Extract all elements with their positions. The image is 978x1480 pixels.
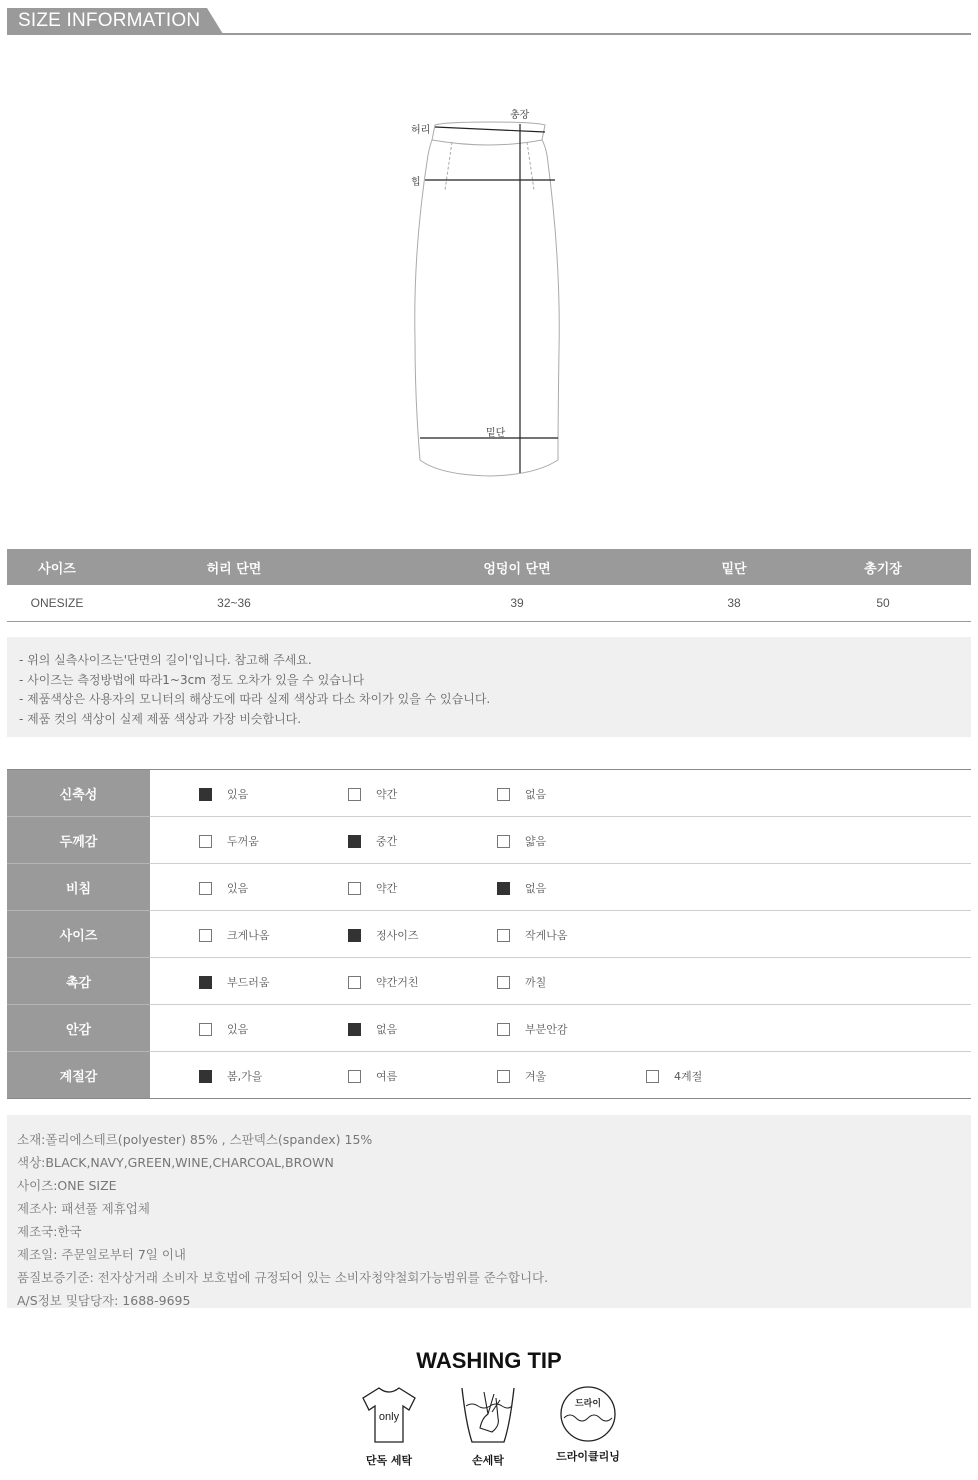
note-line: - 제품색상은 사용자의 모니터의 해상도에 따라 실제 색상과 다소 차이가 있을 수 있습니다. bbox=[19, 692, 491, 706]
option-label: 정사이즈 bbox=[376, 929, 419, 942]
size-table bbox=[7, 549, 971, 622]
option-label: 봄,가을 bbox=[227, 1070, 263, 1083]
info-manufacturer: 제조사: 패션풀 제휴업체 bbox=[17, 1201, 150, 1216]
attribute-row bbox=[7, 864, 971, 911]
attribute-options bbox=[150, 958, 971, 1005]
note-line: - 위의 실측사이즈는'단면의 길이'입니다. 참고해 주세요. bbox=[19, 653, 312, 667]
table-row bbox=[7, 585, 971, 622]
attribute-name: 촉감 bbox=[7, 958, 150, 1005]
option-label: 있음 bbox=[227, 1023, 249, 1036]
wash-item-hand bbox=[443, 1384, 533, 1468]
attribute-option[interactable] bbox=[199, 833, 259, 849]
info-date: 제조일: 주문일로부터 7일 이내 bbox=[17, 1247, 186, 1262]
attribute-name: 안감 bbox=[7, 1005, 150, 1052]
product-info bbox=[7, 1115, 971, 1308]
option-label: 부분안감 bbox=[525, 1023, 568, 1036]
attribute-options bbox=[150, 817, 971, 864]
tshirt-only-icon bbox=[359, 1384, 419, 1446]
attribute-row bbox=[7, 1052, 971, 1099]
unchecked-checkbox[interactable] bbox=[348, 976, 361, 989]
attribute-row bbox=[7, 911, 971, 958]
option-label: 없음 bbox=[376, 1023, 398, 1036]
hand-wash-icon bbox=[458, 1384, 518, 1446]
skirt-diagram bbox=[395, 100, 585, 484]
header-hem: 밑단 bbox=[673, 549, 795, 585]
attribute-option[interactable] bbox=[348, 833, 397, 849]
option-label: 4계절 bbox=[674, 1070, 703, 1083]
unchecked-checkbox[interactable] bbox=[497, 1023, 510, 1036]
info-colors: 색상:BLACK,NAVY,GREEN,WINE,CHARCOAL,BROWN bbox=[17, 1155, 334, 1170]
attribute-option[interactable] bbox=[348, 927, 419, 943]
attribute-option[interactable] bbox=[199, 974, 270, 990]
info-warranty: 품질보증기준: 전자상거래 소비자 보호법에 규정되어 있는 소비자청약철회가능범위를 준수합니다. bbox=[17, 1270, 549, 1285]
checked-checkbox[interactable] bbox=[199, 788, 212, 801]
attribute-options bbox=[150, 770, 971, 817]
unchecked-checkbox[interactable] bbox=[497, 976, 510, 989]
product-attributes-table bbox=[7, 769, 971, 1099]
attribute-row bbox=[7, 817, 971, 864]
unchecked-checkbox[interactable] bbox=[199, 882, 212, 895]
unchecked-checkbox[interactable] bbox=[348, 882, 361, 895]
header-size: 사이즈 bbox=[7, 549, 107, 585]
checked-checkbox[interactable] bbox=[348, 1023, 361, 1036]
attribute-option[interactable] bbox=[497, 1021, 568, 1037]
wash-label-hand: 손세탁 bbox=[472, 1454, 504, 1467]
wash-label-dryclean: 드라이클리닝 bbox=[556, 1450, 620, 1463]
attribute-option[interactable] bbox=[199, 1021, 248, 1037]
attribute-row bbox=[7, 770, 971, 817]
icon-text-dry: 드라이 bbox=[574, 1399, 602, 1409]
washing-tip-title: WASHING TIP bbox=[416, 1348, 562, 1373]
cell-waist: 32~36 bbox=[107, 585, 361, 622]
attribute-row bbox=[7, 958, 971, 1005]
header-underline bbox=[7, 33, 971, 35]
header-waist: 허리 단면 bbox=[107, 549, 361, 585]
info-material: 소재:폴리에스테르(polyester) 85% , 스판덱스(spandex) 15% bbox=[17, 1132, 373, 1147]
label-total-length: 총장 bbox=[510, 110, 530, 121]
info-country: 제조국:한국 bbox=[17, 1224, 82, 1239]
checked-checkbox[interactable] bbox=[348, 835, 361, 848]
option-label: 작게나옴 bbox=[525, 929, 568, 942]
checked-checkbox[interactable] bbox=[348, 929, 361, 942]
attribute-option[interactable] bbox=[199, 927, 270, 943]
header-hip: 엉덩이 단면 bbox=[361, 549, 673, 585]
option-label: 얇음 bbox=[525, 835, 547, 848]
label-hip: 힙 bbox=[411, 177, 421, 188]
info-size: 사이즈:ONE SIZE bbox=[17, 1178, 117, 1193]
option-label: 겨울 bbox=[525, 1070, 547, 1083]
note-line: - 제품 컷의 색상이 실제 제품 색상과 가장 비슷합니다. bbox=[19, 711, 302, 726]
dry-clean-icon bbox=[558, 1384, 618, 1442]
attribute-name: 비침 bbox=[7, 864, 150, 911]
option-label: 크게나옴 bbox=[227, 929, 270, 942]
skirt-illustration bbox=[395, 100, 585, 480]
section-title: SIZE INFORMATION bbox=[18, 10, 201, 31]
unchecked-checkbox[interactable] bbox=[497, 835, 510, 848]
option-label: 부드러움 bbox=[227, 976, 270, 989]
size-notes bbox=[7, 637, 971, 737]
attribute-options bbox=[150, 911, 971, 958]
unchecked-checkbox[interactable] bbox=[497, 1070, 510, 1083]
attribute-name: 사이즈 bbox=[7, 911, 150, 958]
attribute-option[interactable] bbox=[348, 1068, 397, 1084]
attribute-row bbox=[7, 1005, 971, 1052]
option-label: 까칠 bbox=[525, 976, 547, 989]
info-as-contact: A/S정보 및담당자: 1688-9695 bbox=[17, 1293, 191, 1308]
option-label: 있음 bbox=[227, 788, 249, 801]
attribute-name: 신축성 bbox=[7, 770, 150, 817]
label-hem: 밑단 bbox=[486, 428, 506, 439]
option-label: 두꺼움 bbox=[227, 835, 259, 848]
option-label: 약간 bbox=[376, 788, 398, 801]
attribute-option[interactable] bbox=[199, 1068, 262, 1084]
checked-checkbox[interactable] bbox=[199, 1070, 212, 1083]
attribute-option[interactable] bbox=[497, 974, 546, 990]
unchecked-checkbox[interactable] bbox=[199, 929, 212, 942]
attribute-option[interactable] bbox=[497, 880, 546, 896]
cell-size: ONESIZE bbox=[7, 585, 107, 622]
option-label: 있음 bbox=[227, 882, 249, 895]
option-label: 여름 bbox=[376, 1070, 398, 1083]
attribute-options bbox=[150, 864, 971, 911]
attribute-name: 두께감 bbox=[7, 817, 150, 864]
option-label: 약간거친 bbox=[376, 976, 419, 989]
cell-length: 50 bbox=[795, 585, 971, 622]
attribute-option[interactable] bbox=[497, 927, 568, 943]
wash-item-dryclean bbox=[543, 1384, 633, 1464]
size-table-header bbox=[7, 549, 971, 585]
attribute-option[interactable] bbox=[348, 974, 419, 990]
attribute-option[interactable] bbox=[497, 786, 546, 802]
option-label: 약간 bbox=[376, 882, 398, 895]
unchecked-checkbox[interactable] bbox=[497, 788, 510, 801]
attribute-option[interactable] bbox=[348, 1021, 397, 1037]
note-line: - 사이즈는 측정방법에 따라1~3cm 정도 오차가 있을 수 있습니다 bbox=[19, 672, 365, 687]
unchecked-checkbox[interactable] bbox=[199, 835, 212, 848]
unchecked-checkbox[interactable] bbox=[646, 1070, 659, 1083]
unchecked-checkbox[interactable] bbox=[348, 1070, 361, 1083]
label-waist: 허리 bbox=[411, 125, 431, 136]
cell-hip: 39 bbox=[361, 585, 673, 622]
wash-label-solo: 단독 세탁 bbox=[365, 1454, 413, 1467]
attribute-option[interactable] bbox=[497, 833, 546, 849]
header-length: 총기장 bbox=[795, 549, 971, 585]
attribute-option[interactable] bbox=[199, 786, 248, 802]
attribute-option[interactable] bbox=[348, 880, 397, 896]
unchecked-checkbox[interactable] bbox=[199, 1023, 212, 1036]
wash-item-solo bbox=[344, 1384, 434, 1468]
unchecked-checkbox[interactable] bbox=[497, 929, 510, 942]
icon-text-only: only bbox=[378, 1411, 400, 1423]
checked-checkbox[interactable] bbox=[199, 976, 212, 989]
attribute-option[interactable] bbox=[497, 1068, 546, 1084]
cell-hem: 38 bbox=[673, 585, 795, 622]
unchecked-checkbox[interactable] bbox=[348, 788, 361, 801]
option-label: 중간 bbox=[376, 835, 398, 848]
option-label: 없음 bbox=[525, 882, 547, 895]
checked-checkbox[interactable] bbox=[497, 882, 510, 895]
attribute-name: 계절감 bbox=[7, 1052, 150, 1099]
attribute-option[interactable] bbox=[199, 880, 248, 896]
attribute-option[interactable] bbox=[646, 1068, 702, 1084]
attribute-options bbox=[150, 1052, 971, 1099]
attribute-options bbox=[150, 1005, 971, 1052]
attribute-option[interactable] bbox=[348, 786, 397, 802]
option-label: 없음 bbox=[525, 788, 547, 801]
